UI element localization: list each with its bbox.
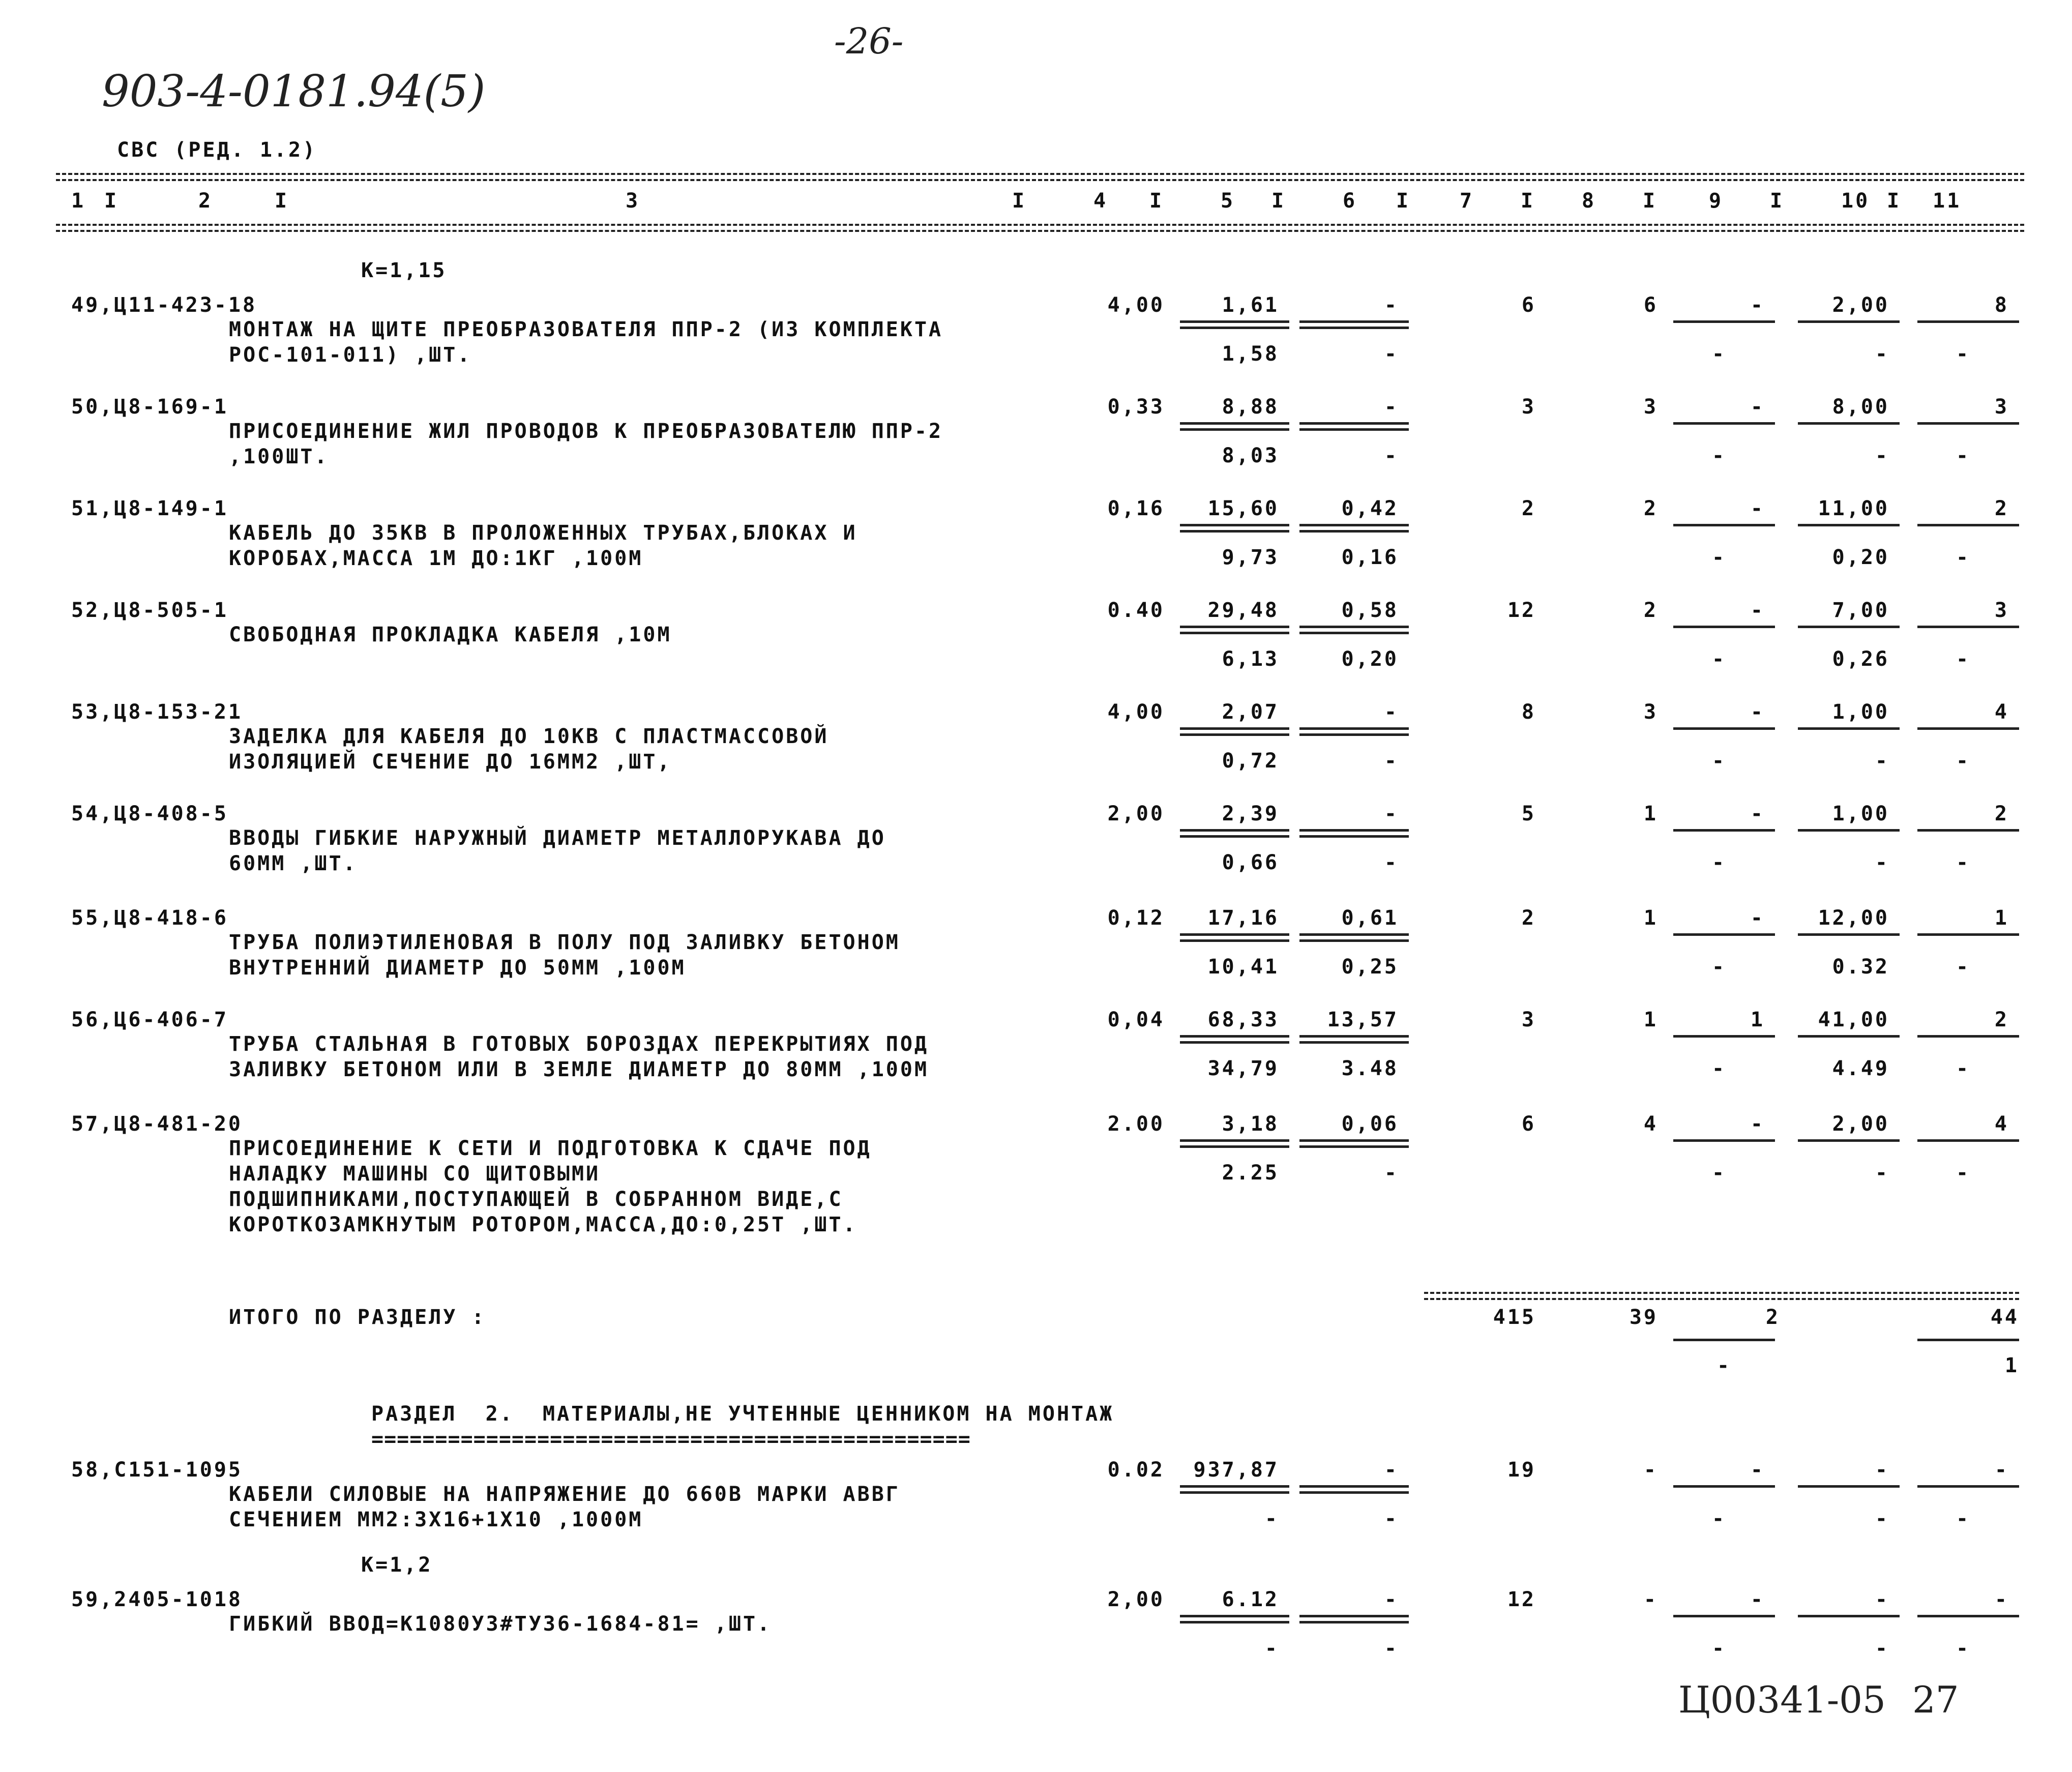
value-c6-bottom: 3.48 [1341, 1057, 1399, 1080]
col7-value: 3 [1521, 395, 1536, 419]
value-c11-bottom: - [1956, 851, 1971, 874]
value-c10-bottom: - [1875, 749, 1889, 773]
value-c9-bottom: - [1711, 1637, 1727, 1660]
value-c5-top: 3,18 [1222, 1112, 1279, 1136]
col7-value: 3 [1521, 1008, 1536, 1031]
value-c11-top: - [1994, 1588, 2009, 1611]
col4-value: 2,00 [1107, 802, 1165, 825]
value-c9-bottom: - [1711, 955, 1727, 979]
item-description: СВОБОДНАЯ ПРОКЛАДКА КАБЕЛЯ ,10М [229, 623, 672, 646]
item-description: ВНУТРЕННИЙ ДИАМЕТР ДО 50ММ ,100М [229, 956, 686, 980]
value-c5-top: 1,61 [1222, 293, 1279, 317]
value-c10-top: 2,00 [1832, 293, 1889, 317]
value-c11-top: 4 [1994, 700, 2009, 724]
value-c6-bottom: 0,25 [1341, 955, 1399, 979]
col8-value: - [1643, 1458, 1658, 1482]
value-c5-rule [1180, 933, 1289, 936]
total-col11-rule [1917, 1339, 2019, 1341]
value-c6-bottom: - [1384, 444, 1399, 467]
col7-value: 2 [1521, 906, 1536, 930]
value-c11-rule [1917, 727, 2019, 730]
value-c9-rule [1673, 1139, 1775, 1142]
value-c6-top: 0,06 [1341, 1112, 1399, 1136]
col8-value: 4 [1643, 1112, 1658, 1136]
value-c5-top: 29,48 [1207, 599, 1279, 622]
value-c5-top: 15,60 [1207, 497, 1279, 520]
col7-value: 19 [1507, 1458, 1536, 1482]
column-separator: I [275, 189, 289, 213]
value-c9-top: - [1750, 293, 1765, 317]
column-separator: I [1770, 189, 1785, 213]
value-c9-rule [1673, 422, 1775, 425]
value-c6-rule [1299, 727, 1409, 730]
value-c5-bottom: 10,41 [1207, 955, 1279, 979]
item-code: 54,Ц8-408-5 [71, 802, 228, 825]
value-c6-top: 0,42 [1341, 497, 1399, 520]
value-c5-rule-2 [1180, 939, 1289, 942]
value-c11-rule [1917, 320, 2019, 323]
value-c10-top: 12,00 [1818, 906, 1889, 930]
value-c11-bottom: - [1956, 647, 1971, 671]
column-header-7: 7 [1460, 189, 1474, 213]
column-header-10: 10 [1841, 189, 1870, 213]
value-c9-rule [1673, 727, 1775, 730]
item-description: ,100ШТ. [229, 445, 329, 468]
value-c5-bottom: 1,58 [1222, 342, 1279, 366]
col8-value: 6 [1643, 293, 1658, 317]
header-top-rule-2 [56, 179, 2024, 181]
value-c5-top: 17,16 [1207, 906, 1279, 930]
value-c5-bottom: - [1264, 1637, 1279, 1660]
col8-value: 3 [1643, 700, 1658, 724]
value-c10-rule [1798, 829, 1900, 832]
document-code: 903-4-0181.94(5) [102, 66, 486, 117]
value-c10-rule [1798, 1035, 1900, 1038]
value-c5-bottom: 0,66 [1222, 851, 1279, 874]
column-header-5: 5 [1221, 189, 1235, 213]
value-c10-top: 2,00 [1832, 1112, 1889, 1136]
total-top-rule-2 [1424, 1298, 2019, 1300]
total-col11: 44 [1990, 1306, 2019, 1329]
value-c11-bottom: - [1956, 749, 1971, 773]
item-description: ПРИСОЕДИНЕНИЕ К СЕТИ И ПОДГОТОВКА К СДАЧЕ ПОД [229, 1137, 872, 1160]
value-c11-top: 4 [1994, 1112, 2009, 1136]
value-c6-top: - [1384, 802, 1399, 825]
value-c5-rule [1180, 1035, 1289, 1038]
value-c5-rule [1180, 1139, 1289, 1142]
value-c6-bottom: - [1384, 342, 1399, 366]
value-c6-rule-2 [1299, 733, 1409, 736]
value-c6-top: 0,61 [1341, 906, 1399, 930]
col8-value: 1 [1643, 802, 1658, 825]
stamp-code: Ц00341-05 [1678, 1678, 1886, 1721]
value-c5-rule [1180, 727, 1289, 730]
value-c5-rule [1180, 422, 1289, 425]
col4-value: 4,00 [1107, 293, 1165, 317]
value-c10-bottom: 0,26 [1832, 647, 1889, 671]
col4-value: 0,16 [1107, 497, 1165, 520]
item-description: КОРОБАХ,МАССА 1М ДО:1КГ ,100М [229, 547, 643, 570]
value-c11-rule [1917, 829, 2019, 832]
value-c9-top: - [1750, 395, 1765, 419]
value-c5-top: 2,07 [1222, 700, 1279, 724]
value-c5-rule [1180, 524, 1289, 526]
value-c5-rule-2 [1180, 327, 1289, 329]
value-c9-bottom: - [1711, 1057, 1727, 1080]
total-col11-under: 1 [2004, 1354, 2019, 1377]
value-c10-top: 1,00 [1832, 802, 1889, 825]
value-c9-bottom: - [1711, 1161, 1727, 1185]
value-c10-bottom: - [1875, 342, 1889, 366]
value-c6-bottom: - [1384, 1507, 1399, 1530]
value-c5-top: 937,87 [1193, 1458, 1279, 1482]
value-c10-rule [1798, 422, 1900, 425]
value-c5-bottom: 34,79 [1207, 1057, 1279, 1080]
value-c5-rule [1180, 829, 1289, 832]
value-c9-bottom: - [1711, 749, 1727, 773]
value-c10-top: 7,00 [1832, 599, 1889, 622]
value-c10-bottom: - [1875, 444, 1889, 467]
item-description: РОС-101-011) ,ШТ. [229, 343, 472, 367]
value-c10-top: - [1875, 1588, 1889, 1611]
item-description: ВВОДЫ ГИБКИЕ НАРУЖНЫЙ ДИАМЕТР МЕТАЛЛОРУКАВА ДО [229, 826, 886, 850]
value-c6-top: - [1384, 395, 1399, 419]
value-c6-rule-2 [1299, 1621, 1409, 1623]
value-c10-bottom: - [1875, 851, 1889, 874]
value-c6-rule [1299, 320, 1409, 323]
item-description: МОНТАЖ НА ЩИТЕ ПРЕОБРАЗОВАТЕЛЯ ППР-2 (ИЗ КОМПЛЕКТА [229, 318, 943, 341]
col7-value: 12 [1507, 1588, 1536, 1611]
value-c6-top: 13,57 [1327, 1008, 1399, 1031]
value-c11-rule [1917, 1035, 2019, 1038]
value-c11-rule [1917, 524, 2019, 526]
col7-value: 8 [1521, 700, 1536, 724]
value-c11-top: 2 [1994, 802, 2009, 825]
col7-value: 5 [1521, 802, 1536, 825]
value-c6-rule-2 [1299, 327, 1409, 329]
column-separator: I [1012, 189, 1027, 213]
value-c6-rule-2 [1299, 1145, 1409, 1148]
col8-value: 2 [1643, 599, 1658, 622]
value-c6-rule-2 [1299, 428, 1409, 431]
value-c9-rule [1673, 1035, 1775, 1038]
value-c10-top: 1,00 [1832, 700, 1889, 724]
value-c5-top: 2,39 [1222, 802, 1279, 825]
value-c6-rule-2 [1299, 939, 1409, 942]
value-c11-rule [1917, 1139, 2019, 1142]
value-c9-bottom: - [1711, 546, 1727, 569]
value-c10-rule [1798, 1485, 1900, 1488]
header-top-rule [56, 173, 2024, 175]
total-col9-rule [1673, 1339, 1775, 1341]
stamp-page: 27 [1912, 1678, 1959, 1721]
col4-value: 0,12 [1107, 906, 1165, 930]
value-c6-bottom: - [1384, 749, 1399, 773]
column-header-8: 8 [1582, 189, 1596, 213]
value-c9-top: - [1750, 700, 1765, 724]
value-c11-rule [1917, 933, 2019, 936]
value-c6-bottom: - [1384, 851, 1399, 874]
value-c10-bottom: 4.49 [1832, 1057, 1889, 1080]
value-c10-rule [1798, 933, 1900, 936]
value-c11-top: 1 [1994, 906, 2009, 930]
item-code: 59,2405-1018 [71, 1588, 243, 1611]
item-description: ГИБКИЙ ВВОД=К1080У3#ТУ36-1684-81= ,ШТ. [229, 1612, 772, 1636]
value-c10-top: 41,00 [1818, 1008, 1889, 1031]
col4-value: 2,00 [1107, 1588, 1165, 1611]
col4-value: 0,04 [1107, 1008, 1165, 1031]
item-description: ПРИСОЕДИНЕНИЕ ЖИЛ ПРОВОДОВ К ПРЕОБРАЗОВАТЕЛЮ ППР-2 [229, 420, 943, 443]
value-c9-top: 1 [1750, 1008, 1765, 1031]
value-c11-rule [1917, 422, 2019, 425]
value-c11-top: 2 [1994, 1008, 2009, 1031]
item-code: 49,Ц11-423-18 [71, 293, 257, 317]
item-code: 57,Ц8-481-20 [71, 1112, 243, 1136]
value-c10-bottom: - [1875, 1161, 1889, 1185]
value-c10-top: 8,00 [1832, 395, 1889, 419]
value-c6-top: - [1384, 700, 1399, 724]
item-description: ТРУБА ПОЛИЭТИЛЕНОВАЯ В ПОЛУ ПОД ЗАЛИВКУ БЕТОНОМ [229, 931, 900, 954]
section2-title: РАЗДЕЛ 2. МАТЕРИАЛЫ,НЕ УЧТЕННЫЕ ЦЕННИКОМ НА МОНТАЖ [371, 1402, 1114, 1426]
value-c6-rule-2 [1299, 530, 1409, 533]
value-c9-bottom: - [1711, 444, 1727, 467]
value-c11-bottom: - [1956, 1637, 1971, 1660]
value-c6-rule-2 [1299, 835, 1409, 838]
column-header-6: 6 [1343, 189, 1357, 213]
value-c9-rule [1673, 626, 1775, 628]
header-bottom-rule-2 [56, 230, 2024, 232]
col7-value: 6 [1521, 1112, 1536, 1136]
value-c5-rule-2 [1180, 1621, 1289, 1623]
value-c5-rule-2 [1180, 733, 1289, 736]
value-c5-top: 68,33 [1207, 1008, 1279, 1031]
value-c11-bottom: - [1956, 1507, 1971, 1530]
column-header-11: 11 [1933, 189, 1962, 213]
value-c9-top: - [1750, 1458, 1765, 1482]
value-c5-rule [1180, 320, 1289, 323]
item-description: КАБЕЛИ СИЛОВЫЕ НА НАПРЯЖЕНИЕ ДО 660В МАРКИ АВВГ [229, 1483, 900, 1506]
value-c9-top: - [1750, 497, 1765, 520]
value-c10-bottom: - [1875, 1637, 1889, 1660]
value-c5-bottom: 8,03 [1222, 444, 1279, 467]
value-c11-bottom: - [1956, 444, 1971, 467]
value-c9-rule [1673, 320, 1775, 323]
value-c10-bottom: 0,20 [1832, 546, 1889, 569]
item-code: 56,Ц6-406-7 [71, 1008, 228, 1031]
col8-value: 1 [1643, 1008, 1658, 1031]
total-col9: 2 [1765, 1306, 1780, 1329]
value-c6-rule [1299, 524, 1409, 526]
value-c11-bottom: - [1956, 342, 1971, 366]
value-c6-bottom: - [1384, 1161, 1399, 1185]
value-c5-rule-2 [1180, 1041, 1289, 1044]
value-c5-rule [1180, 626, 1289, 628]
sheet-label: СВС (РЕД. 1.2) [117, 138, 317, 162]
value-c11-top: 3 [1994, 599, 2009, 622]
col4-value: 0,33 [1107, 395, 1165, 419]
value-c6-top: - [1384, 1588, 1399, 1611]
value-c10-bottom: - [1875, 1507, 1889, 1530]
col7-value: 6 [1521, 293, 1536, 317]
item-description: ЗАДЕЛКА ДЛЯ КАБЕЛЯ ДО 10КВ С ПЛАСТМАССОВОЙ [229, 725, 829, 748]
value-c10-top: - [1875, 1458, 1889, 1482]
col4-value: 0.02 [1107, 1458, 1165, 1482]
col4-value: 0.40 [1107, 599, 1165, 622]
item-description: СЕЧЕНИЕМ ММ2:3Х16+1Х10 ,1000М [229, 1508, 643, 1531]
col4-value: 4,00 [1107, 700, 1165, 724]
value-c11-top: 8 [1994, 293, 2009, 317]
col4-value: 2.00 [1107, 1112, 1165, 1136]
value-c5-rule [1180, 1485, 1289, 1488]
value-c9-rule [1673, 1485, 1775, 1488]
value-c6-top: - [1384, 293, 1399, 317]
value-c9-rule [1673, 1615, 1775, 1617]
value-c6-top: 0,58 [1341, 599, 1399, 622]
item-description: 60ММ ,ШТ. [229, 852, 358, 875]
item-description: КОРОТКОЗАМКНУТЫМ РОТОРОМ,МАССА,ДО:0,25Т ,ШТ. [229, 1213, 857, 1236]
value-c6-bottom: 0,20 [1341, 647, 1399, 671]
value-c9-top: - [1750, 1112, 1765, 1136]
value-c11-bottom: - [1956, 955, 1971, 979]
value-c11-bottom: - [1956, 546, 1971, 569]
item-code: 58,С151-1095 [71, 1458, 243, 1482]
column-separator: I [1521, 189, 1535, 213]
column-separator: I [1149, 189, 1164, 213]
section2-underline: =============================================== [371, 1428, 971, 1451]
value-c11-rule [1917, 1485, 2019, 1488]
value-c10-rule [1798, 626, 1900, 628]
col7-value: 2 [1521, 497, 1536, 520]
value-c9-top: - [1750, 1588, 1765, 1611]
total-col7: 415 [1493, 1306, 1536, 1329]
value-c6-rule [1299, 1139, 1409, 1142]
total-label: ИТОГО ПО РАЗДЕЛУ : [229, 1306, 486, 1329]
value-c9-rule [1673, 829, 1775, 832]
value-c9-bottom: - [1711, 342, 1727, 366]
item-description: НАЛАДКУ МАШИНЫ СО ЩИТОВЫМИ [229, 1162, 601, 1186]
value-c5-rule-2 [1180, 530, 1289, 533]
value-c6-rule [1299, 829, 1409, 832]
column-separator: I [1396, 189, 1411, 213]
value-c6-rule [1299, 1485, 1409, 1488]
col8-value: - [1643, 1588, 1658, 1611]
column-separator: I [1643, 189, 1657, 213]
value-c6-bottom: 0,16 [1341, 546, 1399, 569]
item-description: КАБЕЛЬ ДО 35КВ В ПРОЛОЖЕННЫХ ТРУБАХ,БЛОКАХ И [229, 521, 857, 545]
value-c9-bottom: - [1711, 1507, 1727, 1530]
column-header-4: 4 [1093, 189, 1108, 213]
item-code: 52,Ц8-505-1 [71, 599, 228, 622]
total-col9-under: - [1716, 1354, 1732, 1377]
value-c9-bottom: - [1711, 851, 1727, 874]
value-c11-bottom: - [1956, 1057, 1971, 1080]
column-separator: I [1271, 189, 1286, 213]
value-c6-rule [1299, 933, 1409, 936]
value-c10-rule [1798, 320, 1900, 323]
value-c5-rule-2 [1180, 632, 1289, 634]
column-header-9: 9 [1709, 189, 1724, 213]
value-c5-rule-2 [1180, 835, 1289, 838]
value-c5-bottom: 6,13 [1222, 647, 1279, 671]
column-header-1: 1 [71, 189, 86, 213]
value-c6-rule-2 [1299, 1041, 1409, 1044]
value-c5-top: 6.12 [1222, 1588, 1279, 1611]
item-description: ИЗОЛЯЦИЕЙ СЕЧЕНИЕ ДО 16ММ2 ,ШТ, [229, 750, 672, 774]
value-c5-bottom: 9,73 [1222, 546, 1279, 569]
col7-value: 12 [1507, 599, 1536, 622]
col8-value: 3 [1643, 395, 1658, 419]
value-c6-rule [1299, 1615, 1409, 1617]
value-c10-top: 11,00 [1818, 497, 1889, 520]
value-c6-rule [1299, 1035, 1409, 1038]
value-c9-bottom: - [1711, 647, 1727, 671]
value-c5-bottom: - [1264, 1507, 1279, 1530]
total-top-rule [1424, 1292, 2019, 1294]
value-c9-top: - [1750, 802, 1765, 825]
value-c9-top: - [1750, 906, 1765, 930]
value-c6-rule-2 [1299, 1491, 1409, 1494]
value-c6-rule [1299, 422, 1409, 425]
value-c6-bottom: - [1384, 1637, 1399, 1660]
header-bottom-rule [56, 224, 2024, 226]
value-c10-bottom: 0.32 [1832, 955, 1889, 979]
item-code: 53,Ц8-153-21 [71, 700, 243, 724]
column-header-2: 2 [198, 189, 213, 213]
value-c5-rule [1180, 1615, 1289, 1617]
value-c5-bottom: 0,72 [1222, 749, 1279, 773]
col8-value: 2 [1643, 497, 1658, 520]
value-c5-rule-2 [1180, 428, 1289, 431]
item-description: ПОДШИПНИКАМИ,ПОСТУПАЮЩЕЙ В СОБРАННОМ ВИДЕ,С [229, 1188, 843, 1211]
value-c5-top: 8,88 [1222, 395, 1279, 419]
col8-value: 1 [1643, 906, 1658, 930]
value-c9-rule [1673, 524, 1775, 526]
value-c11-rule [1917, 1615, 2019, 1617]
value-c5-bottom: 2.25 [1222, 1161, 1279, 1185]
value-c6-rule-2 [1299, 632, 1409, 634]
value-c11-top: 3 [1994, 395, 2009, 419]
coefficient: К=1,15 [361, 259, 447, 282]
value-c5-rule-2 [1180, 1145, 1289, 1148]
value-c9-top: - [1750, 599, 1765, 622]
value-c10-rule [1798, 727, 1900, 730]
column-header-3: 3 [626, 189, 640, 213]
value-c11-top: 2 [1994, 497, 2009, 520]
value-c9-rule [1673, 933, 1775, 936]
item-code: 55,Ц8-418-6 [71, 906, 228, 930]
value-c5-rule-2 [1180, 1491, 1289, 1494]
value-c10-rule [1798, 1139, 1900, 1142]
coefficient: К=1,2 [361, 1553, 433, 1577]
item-description: ЗАЛИВКУ БЕТОНОМ ИЛИ В ЗЕМЛЕ ДИАМЕТР ДО 80ММ ,100М [229, 1058, 929, 1081]
item-code: 50,Ц8-169-1 [71, 395, 228, 419]
value-c11-top: - [1994, 1458, 2009, 1482]
value-c10-rule [1798, 524, 1900, 526]
column-separator: I [104, 189, 119, 213]
value-c6-rule [1299, 626, 1409, 628]
item-description: ТРУБА СТАЛЬНАЯ В ГОТОВЫХ БОРОЗДАХ ПЕРЕКРЫТИЯХ ПОД [229, 1032, 929, 1056]
value-c11-rule [1917, 626, 2019, 628]
value-c6-top: - [1384, 1458, 1399, 1482]
value-c10-rule [1798, 1615, 1900, 1617]
total-col8: 39 [1629, 1306, 1658, 1329]
page-number: -26- [834, 20, 904, 62]
item-code: 51,Ц8-149-1 [71, 497, 228, 520]
column-separator: I [1887, 189, 1902, 213]
value-c11-bottom: - [1956, 1161, 1971, 1185]
